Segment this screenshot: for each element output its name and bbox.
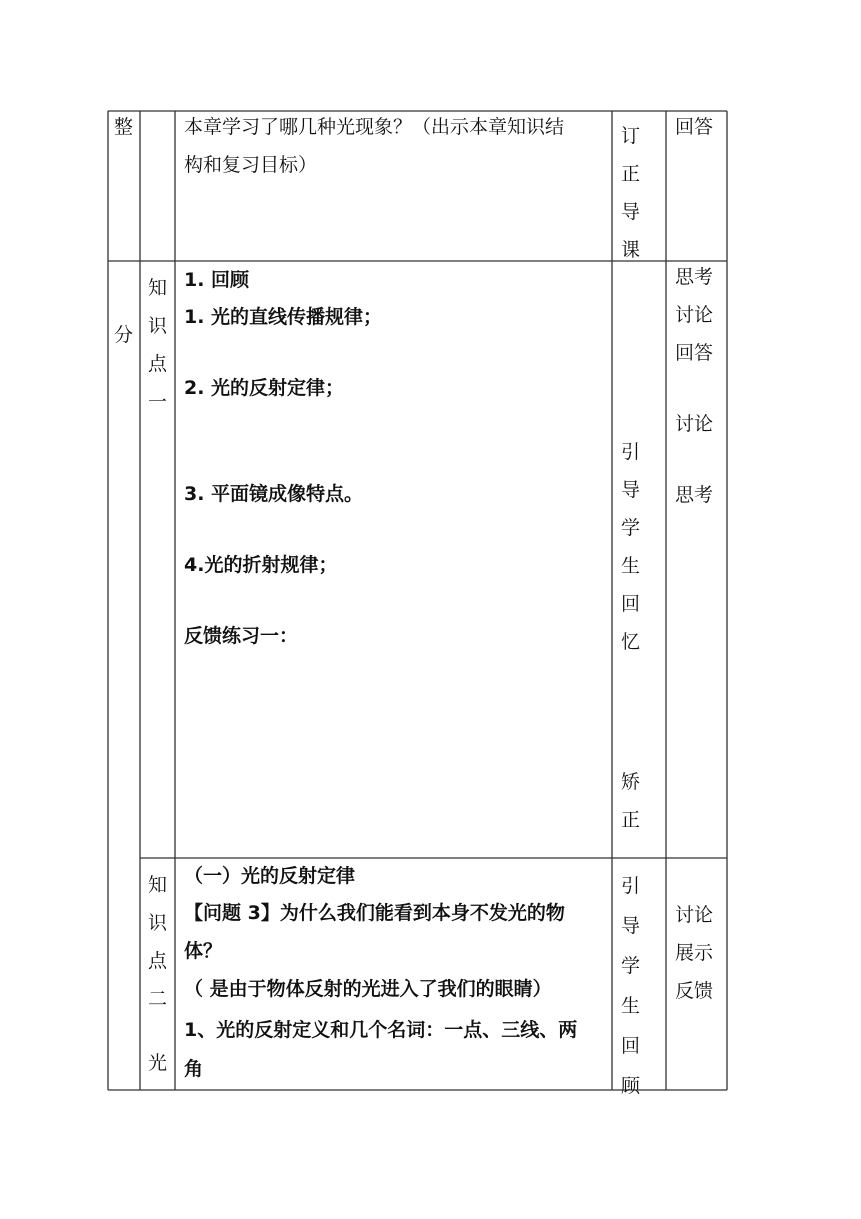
stage-label-whole: 整	[114, 116, 134, 138]
reflection-law-heading: （一）光的反射定律	[184, 865, 356, 887]
sub-char: 识	[148, 315, 168, 337]
student-activity-item: 反馈	[675, 980, 714, 1002]
knowledge-point-2-label	[148, 866, 167, 1018]
review-item-3: 3. 平面镜成像特点。	[184, 483, 364, 505]
teacher-char: 引	[621, 441, 641, 463]
teacher-char: 矫	[621, 771, 641, 793]
review-item-4: 4.光的折射规律；	[184, 554, 338, 576]
teacher-char: 导	[621, 479, 641, 501]
row2-student-discuss-2: 讨论	[675, 413, 714, 435]
teacher-char: 课	[621, 239, 641, 261]
teacher-char: 学	[621, 517, 641, 539]
teacher-char: 生	[621, 555, 641, 577]
row2-teacher-activity-a	[621, 433, 640, 661]
question-3-answer: （ 是由于物体反射的光进入了我们的眼睛）	[184, 978, 552, 1000]
teacher-char: 导	[621, 915, 641, 937]
question-3-line2: 体？	[184, 940, 223, 962]
row1-student-activity: 回答	[675, 116, 714, 138]
sub-char: 点	[148, 353, 168, 375]
sub-char: 一	[148, 391, 168, 413]
row2-student-think-2: 思考	[675, 484, 714, 506]
row2-teacher-activity-b	[621, 763, 640, 839]
teacher-char: 正	[621, 809, 641, 831]
teacher-char: 回	[621, 593, 641, 615]
teacher-char: 导	[621, 201, 641, 223]
reflection-definition-line1: 1、光的反射定义和几个名词：一点、三线、两	[184, 1019, 578, 1041]
row2-student-discuss: 讨论	[675, 304, 714, 326]
sub-char: 点	[148, 950, 168, 972]
teacher-char: 学	[621, 955, 641, 977]
stage-label-part: 分	[114, 324, 134, 346]
row3-teacher-activity	[621, 866, 640, 1106]
reflection-definition-line2: 角	[184, 1058, 204, 1080]
teacher-char: 生	[621, 995, 641, 1017]
row3-student-activity	[675, 896, 713, 1010]
row2-student-think: 思考	[675, 266, 714, 288]
knowledge-point-2-char-5: 光	[148, 1052, 168, 1074]
sub-char: 知	[148, 277, 168, 299]
feedback-exercise-1: 反馈练习一：	[184, 625, 299, 647]
question-3-line1: 【问题 3】为什么我们能看到本身不发光的物	[184, 902, 565, 924]
row1-teacher-activity	[621, 117, 640, 269]
sub-char: 知	[148, 874, 168, 896]
knowledge-point-1-label	[148, 269, 167, 421]
student-activity-item: 讨论	[675, 904, 714, 926]
row1-content-line2: 构和复习目标）	[184, 154, 318, 176]
review-item-1: 1. 光的直线传播规律；	[184, 306, 383, 328]
review-heading: 1. 回顾	[184, 269, 250, 291]
student-activity-item: 展示	[675, 942, 714, 964]
review-item-2: 2. 光的反射定律；	[184, 377, 345, 399]
row1-content-line1: 本章学习了哪几种光现象？（出示本章知识结	[184, 116, 565, 138]
teacher-char: 忆	[621, 631, 641, 653]
teacher-char: 顾	[621, 1075, 641, 1097]
sub-char: 二	[148, 988, 168, 1010]
row2-student-answer: 回答	[675, 342, 714, 364]
sub-char: 识	[148, 912, 168, 934]
teacher-char: 引	[621, 875, 641, 897]
teacher-char: 正	[621, 163, 641, 185]
teacher-char: 订	[621, 125, 641, 147]
teacher-char: 回	[621, 1035, 641, 1057]
